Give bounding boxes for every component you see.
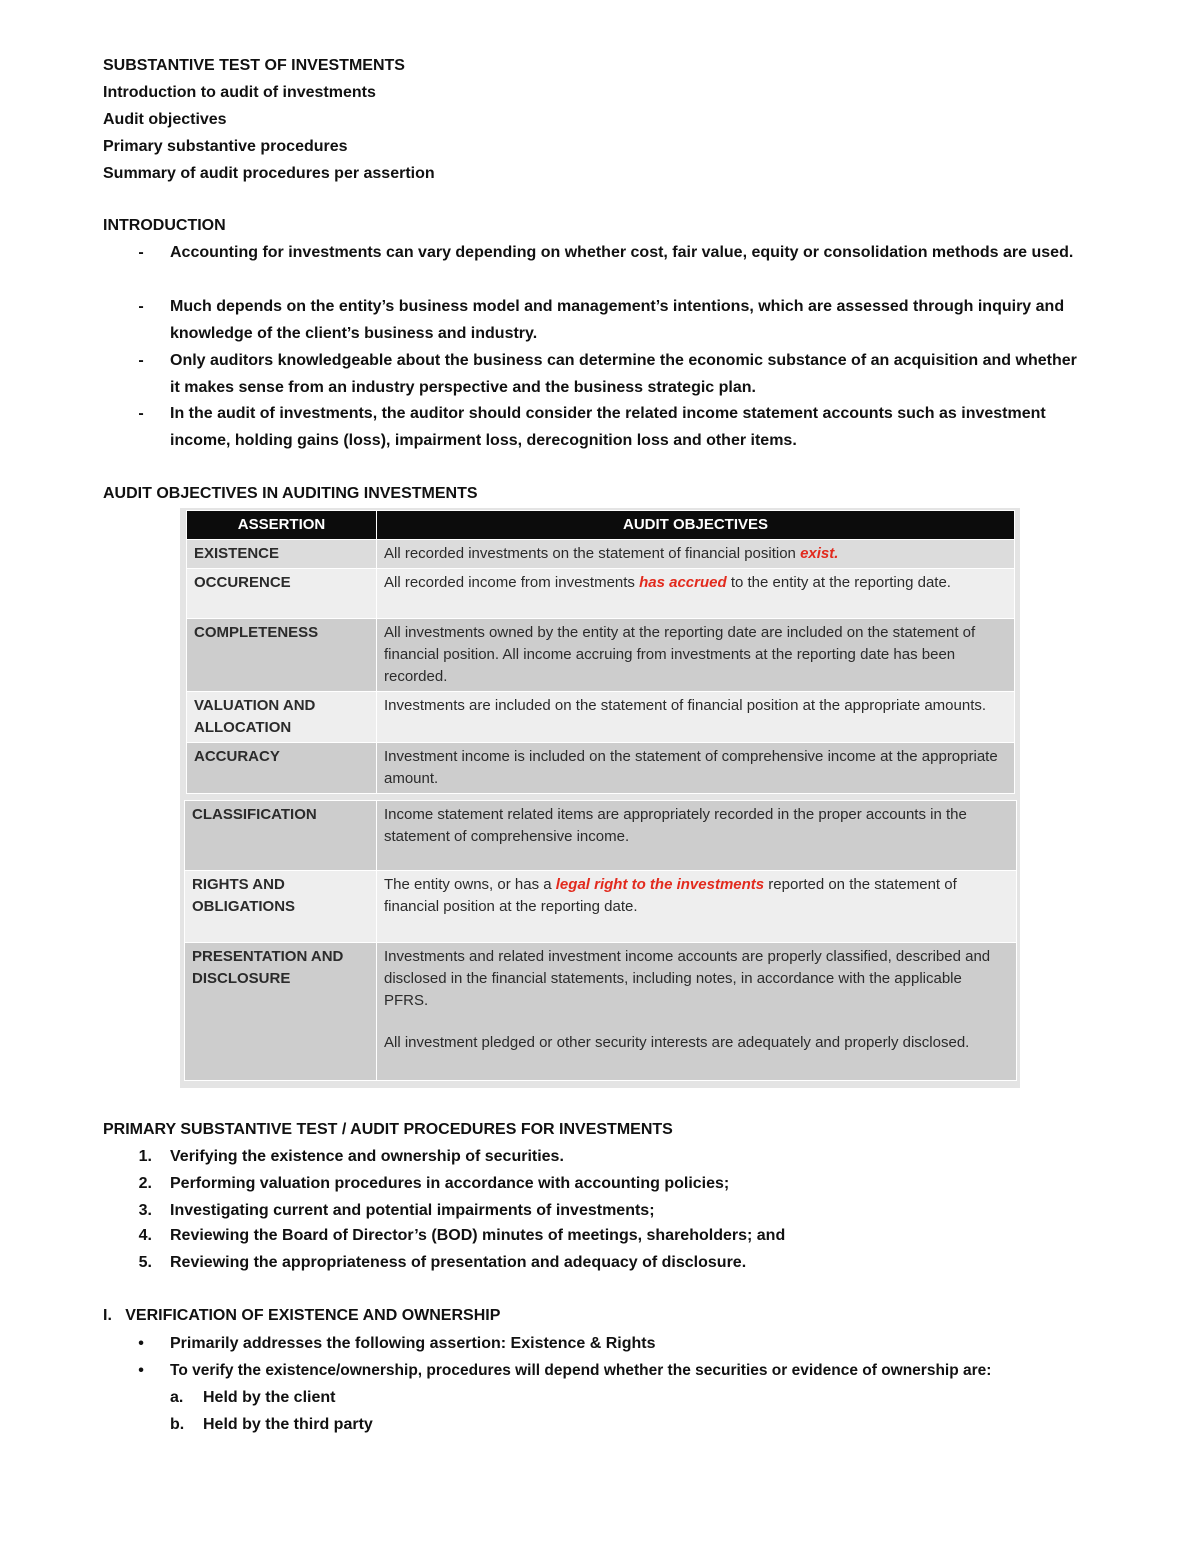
sub-item: Held by the third party [203, 1416, 373, 1433]
procedure-item: Investigating current and potential impairments of investments; [170, 1202, 655, 1219]
procedure-item: Reviewing the Board of Director’s (BOD) minutes of meetings, shareholders; and [170, 1227, 786, 1244]
bullet-dot: • [138, 1335, 144, 1352]
dash-bullet: - [138, 405, 144, 422]
sub-letter: a. [170, 1389, 184, 1406]
sub-item: Held by the client [203, 1389, 336, 1406]
verification-bullet: To verify the existence/ownership, procedures will depend whether the securities or evidence of ownership are: [170, 1362, 992, 1379]
procedure-item: Reviewing the appropriateness of presentation and adequacy of disclosure. [170, 1254, 747, 1271]
assertion-cell: ACCURACY [187, 743, 377, 794]
column-header-objectives: AUDIT OBJECTIVES [377, 511, 1015, 540]
column-header-assertion: ASSERTION [187, 511, 377, 540]
assertion-cell: VALUATION AND ALLOCATION [187, 692, 377, 743]
dash-bullet: - [138, 352, 144, 369]
procedure-item: Performing valuation procedures in accordance with accounting policies; [170, 1175, 730, 1192]
emphasis-text: legal right to the investments [555, 876, 765, 893]
emphasis-text: has accrued [639, 574, 727, 591]
objective-cell: All recorded income from investments has accrued to the entity at the reporting date. [377, 569, 1015, 619]
assertion-cell: EXISTENCE [187, 540, 377, 569]
list-number: 4. [138, 1227, 152, 1244]
objective-cell: All investments owned by the entity at the reporting date are included on the statement of financial position. All income accruing from investments at the reporting date has been recorded. [377, 619, 1015, 692]
assertion-cell: CLASSIFICATION [185, 801, 377, 871]
dash-bullet: - [138, 298, 144, 315]
intro-bullet: Only auditors knowledgeable about the business can determine the economic substance of an acquisition and whether it makes sense from an industry perspective and the business strategic plan. [170, 352, 1077, 396]
bullet-dot: • [138, 1362, 144, 1379]
assertion-cell: PRESENTATION AND DISCLOSURE [185, 943, 377, 1081]
procedure-item: Verifying the existence and ownership of securities. [170, 1148, 564, 1165]
objectives-heading: AUDIT OBJECTIVES IN AUDITING INVESTMENTS [103, 485, 478, 502]
objective-cell: All recorded investments on the statement of financial position exist. [377, 540, 1015, 569]
objective-cell: Investment income is included on the statement of comprehensive income at the appropriate amount. [377, 743, 1015, 794]
toc-item: Primary substantive procedures [103, 138, 348, 155]
objective-cell: The entity owns, or has a legal right to the investments reported on the statement of financial position at the reporting date. [377, 871, 1017, 943]
objectives-table-image [180, 508, 1020, 1088]
assertion-cell: OCCURENCE [187, 569, 377, 619]
intro-bullet: Accounting for investments can vary depending on whether cost, fair value, equity or consolidation methods are used. [170, 244, 1074, 261]
document-title: SUBSTANTIVE TEST OF INVESTMENTS [103, 57, 405, 74]
objectives-table-top [186, 510, 1015, 794]
objectives-table-bottom [184, 800, 1017, 1081]
list-number: 3. [138, 1202, 152, 1219]
emphasis-text: exist. [800, 545, 839, 562]
dash-bullet: - [138, 244, 144, 261]
objective-cell: Investments and related investment income accounts are properly classified, described and disclosed in the financial statements, including notes, in accordance with the applicable PFRS. All investment pledged or other security interests are adequately and properly disclosed. [377, 943, 1017, 1081]
procedures-heading: PRIMARY SUBSTANTIVE TEST / AUDIT PROCEDURES FOR INVESTMENTS [103, 1121, 673, 1138]
toc-item: Introduction to audit of investments [103, 84, 376, 101]
objective-cell: Investments are included on the statement of financial position at the appropriate amounts. [377, 692, 1015, 743]
assertion-cell: RIGHTS AND OBLIGATIONS [185, 871, 377, 943]
assertion-cell: COMPLETENESS [187, 619, 377, 692]
introduction-heading: INTRODUCTION [103, 217, 226, 234]
verification-bullet: Primarily addresses the following assertion: Existence & Rights [170, 1335, 656, 1352]
list-number: 5. [138, 1254, 152, 1271]
objective-cell: Income statement related items are appropriately recorded in the proper accounts in the statement of comprehensive income. [377, 801, 1017, 871]
list-number: 1. [138, 1148, 152, 1165]
verification-heading: I. VERIFICATION OF EXISTENCE AND OWNERSHIP [103, 1307, 501, 1324]
list-number: 2. [138, 1175, 152, 1192]
sub-letter: b. [170, 1416, 185, 1433]
intro-bullet: Much depends on the entity’s business model and management’s intentions, which are assessed through inquiry and knowledge of the client’s business and industry. [170, 298, 1065, 342]
toc-item: Audit objectives [103, 111, 227, 128]
intro-bullet: In the audit of investments, the auditor should consider the related income statement accounts such as investment income, holding gains (loss), impairment loss, derecognition loss and other items. [170, 405, 1046, 449]
toc-item: Summary of audit procedures per assertion [103, 165, 435, 182]
